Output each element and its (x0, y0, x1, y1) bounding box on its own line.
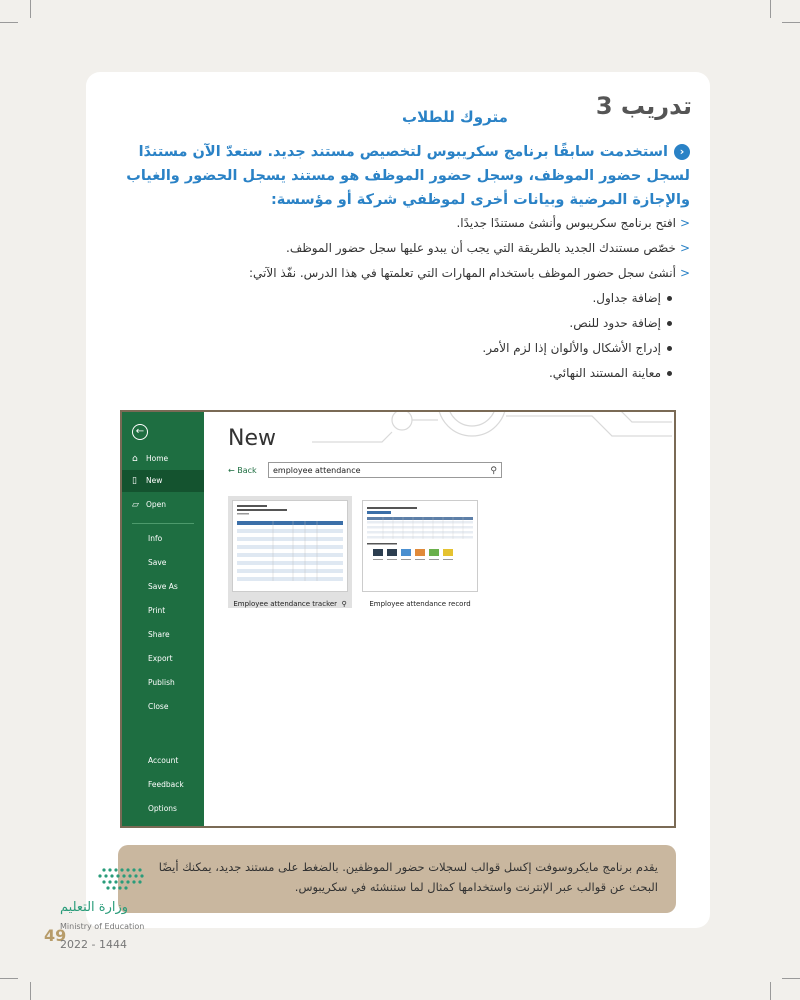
crop-mark (770, 982, 771, 1000)
crop-mark (0, 22, 18, 23)
sub-step-item: إدراج الأشكال والألوان إذا لزم الأمر. (272, 336, 672, 361)
sub-step-item: إضافة حدود للنص. (272, 311, 672, 336)
page-number: 49 (44, 926, 67, 945)
exercise-subtitle: متروك للطلاب (402, 108, 508, 126)
crop-mark (30, 0, 31, 18)
template-name: Employee attendance record (369, 600, 471, 608)
sub-step-item: معاينة المستند النهائي. (272, 361, 672, 386)
chevron-icon: < (679, 266, 690, 280)
crop-mark (782, 22, 800, 23)
pin-icon[interactable]: ⚲ (341, 600, 347, 608)
nav-print[interactable]: Print (148, 606, 166, 615)
steps-list (130, 211, 690, 286)
ministry-name-en: Ministry of Education (60, 922, 145, 931)
ministry-name-ar: وزارة التعليم (60, 900, 129, 915)
nav-export[interactable]: Export (148, 654, 173, 663)
nav-share[interactable]: Share (148, 630, 170, 639)
template-thumbnail (362, 500, 478, 592)
new-document-icon: ▯ (132, 476, 137, 486)
crop-mark (770, 0, 771, 18)
template-tile[interactable] (358, 496, 482, 608)
backstage-sidebar (122, 412, 204, 826)
nav-close[interactable]: Close (148, 702, 169, 711)
step-item: <خصّص مستندك الجديد بالطريقة التي يجب أن يبدو عليها سجل حضور الموظف. (286, 241, 690, 255)
back-link[interactable]: ← Back (228, 466, 257, 475)
sub-step-item: إضافة جداول. (272, 286, 672, 311)
chevron-icon: < (679, 216, 690, 230)
back-arrow-icon[interactable]: ← (132, 424, 148, 440)
excel-screenshot (120, 410, 676, 828)
crop-mark (0, 978, 18, 979)
nav-save-as[interactable]: Save As (148, 582, 178, 591)
chevron-left-icon: ‹ (674, 144, 690, 160)
backstage-title: New (228, 426, 276, 451)
intro-text: استخدمت سابقًا برنامج سكريبوس لتخصيص مستند جديد. ستعدّ الآن مستندًا لسجل حضور الموظف، وسجل حضور الموظف هو مستند يسجل الحضور والغياب والإجازة المرضية وبيانات أخرى لموظفي شركة أو مؤسسة: (126, 144, 690, 208)
figure-caption: يقدم برنامج مايكروسوفت إكسل قوالب لسجلات حضور الموظفين. بالضغط على مستند جديد، يمكنك أيضًا البحث عن قوالب عبر الإنترنت واستخدامها كمثال لما ستنشئه في سكريبوس. (118, 845, 676, 913)
bullet-icon (667, 321, 672, 326)
nav-new[interactable]: ▯ New (122, 470, 204, 492)
search-icon[interactable]: ⚲ (490, 466, 497, 476)
nav-publish[interactable]: Publish (148, 678, 175, 687)
nav-open[interactable]: ▱ Open (122, 494, 204, 516)
crop-mark (782, 978, 800, 979)
crop-mark (30, 982, 31, 1000)
step-item: <أنشئ سجل حضور الموظف باستخدام المهارات التي تعلمتها في هذا الدرس. نفّذ الآتي: (248, 266, 690, 280)
nav-home[interactable]: ⌂ Home (122, 448, 204, 470)
bullet-icon (667, 296, 672, 301)
home-icon: ⌂ (132, 454, 138, 464)
chevron-icon: < (679, 241, 690, 255)
nav-options[interactable]: Options (148, 804, 177, 813)
template-tile[interactable] (228, 496, 352, 608)
academic-year: 2022 - 1444 (60, 938, 127, 951)
template-thumbnail (232, 500, 348, 592)
template-search-input[interactable]: employee attendance ⚲ (268, 462, 502, 478)
exercise-intro (108, 140, 690, 212)
template-name: Employee attendance tracker ⚲ (233, 600, 347, 608)
nav-feedback[interactable]: Feedback (148, 780, 184, 789)
nav-account[interactable]: Account (148, 756, 179, 765)
bullet-icon (667, 346, 672, 351)
ministry-logo-icon (96, 860, 166, 900)
sidebar-divider (132, 523, 194, 524)
nav-info[interactable]: Info (148, 534, 163, 543)
step-item: <افتح برنامج سكريبوس وأنشئ مستندًا جديدًا. (456, 216, 690, 230)
back-arrow-icon: ← (228, 466, 238, 475)
open-folder-icon: ▱ (132, 500, 139, 510)
sub-steps-list (272, 286, 672, 386)
bullet-icon (667, 371, 672, 376)
nav-save[interactable]: Save (148, 558, 167, 567)
exercise-title: تدريب 3 (595, 92, 692, 120)
